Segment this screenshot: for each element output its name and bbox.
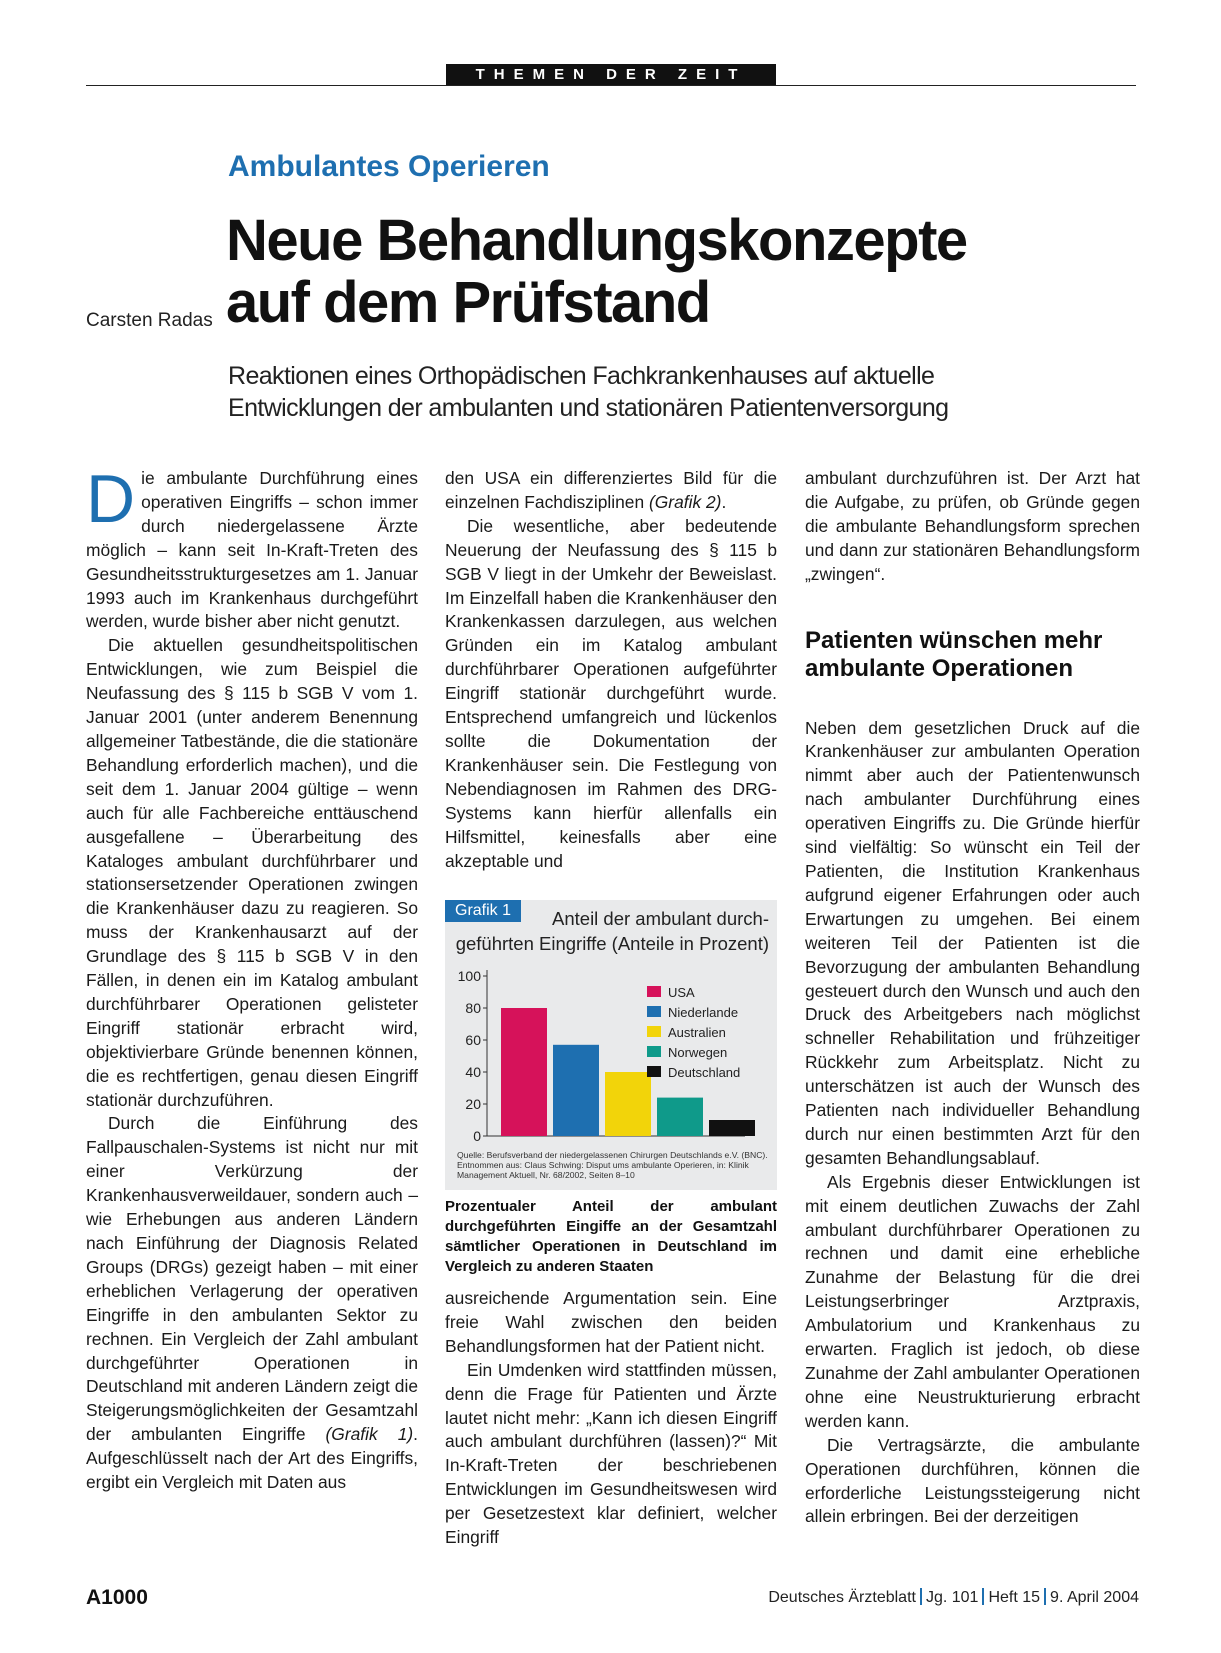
legend-swatch [647,1026,661,1037]
figure-grafik-1 [445,900,777,1190]
header-rule [86,85,1136,86]
bar-deutschland [709,1120,755,1136]
paragraph: Die aktuellen gesundheitspolitischen Entwicklungen, wie zum Beispiel die Neufassung des § 115 b SGB V vom 1. Januar 2001 (unter anderem Benennung allgemeiner Tatbestände, die die stationäre Behandlung erforderlich machen), und die seit dem 1. Januar 2004 gültige – wenn auch für alle Fachbereiche enttäuschend ausgefallene – Überarbeitung des Kataloges ambulant durchführbarer und stationsersetzender Operationen zwingen die Krankenhäuser dazu zu reagieren. So muss der Krankenhausarzt auf der Grundlage des § 115 b SGB V in den Fällen, in denen ein im Katalog ambulant durchführbarer Operationen gelisteter Eingriff stationär erbracht wird, objektivierbare Gründe benennen können, die es rechtfertigen, genau diesen Eingriff stationär durchzuführen. [86,635,418,1110]
paragraph: Als Ergebnis dieser Entwicklungen ist mit einem deutlichen Zuwachs der Zahl ambulant durchführbarer Operationen zu rechnen und damit eine erhebliche Zunahme der Belastung für die drei Leistungserbringer Arztpraxis, Ambulatorium und Krankenhaus zu erwarten. Fraglich ist jedoch, ob diese Zunahme der Zahl ambulanter Operationen ohne eine Neustrukturierung erbracht werden kann. [805,1171,1140,1431]
y-tick-label: 0 [473,1128,481,1144]
legend-label: Norwegen [668,1045,728,1060]
paragraph [86,461,418,634]
journal-date: 9. April 2004 [1050,1589,1139,1606]
article-headline [226,210,967,334]
subline-line-1: Reaktionen eines Orthopädischen Fachkrankenhauses auf aktuelle [228,362,935,390]
journal-volume: Jg. 101 [925,1589,979,1606]
paragraph: Die wesentliche, aber bedeutende Neuerung der Neufassung des § 115 b SGB V liegt in der Umkehr der Beweislast. Im Einzelfall haben die Krankenhäuser den Krankenkassen darzulegen, aus welchen Gründen ein im Katalog ambulant durchführbarer Operationen aufgeführter Eingriff stationär durchgeführt wurde. Entsprechend umfangreich und lückenlos sollte die Dokumentation der Krankenhäuser sein. Die Festlegung von Nebendiagnosen im Rahmen des DRG-Systems kann hierfür allenfalls ein Hilfsmittel, keinesfalls aber eine akzeptable und [445,515,777,871]
bar-australien [605,1072,651,1136]
figure-title-line-1: Anteil der ambulant durch- [552,908,769,929]
article-kicker: Ambulantes Operieren [228,150,550,183]
paragraph: Die Vertragsärzte, die ambulante Operationen durchführen, können die erforderliche Leistungssteigerung nicht allein erbringen. Bei der derzeitigen [805,1434,1140,1527]
figure-label: Grafik 1 [445,900,521,922]
figure-title [456,906,769,956]
legend-swatch [647,1046,661,1057]
footer-separator [920,1588,922,1605]
bar-niederlande [553,1045,599,1136]
paragraph: Neben dem gesetzlichen Druck auf die Krankenhäuser zur ambulanten Operation nimmt aber auch der Patientenwunsch nach ambulanter Durchführung eines operativen Eingriffs zu. Die Gründe hierfür sind vielfältig: So wünscht ein Teil der Patienten, die Institution Krankenhaus aufgrund eigener Erfahrungen oder auch Erwartungen zu umgehen. Bei einem weiteren Teil der Patienten ist die Bevorzugung der ambulanten Behandlung gesteuert durch den Wunsch und auch den Druck des Arbeitgebers nach möglichst schneller Rehabilitation und frühzeitiger Rückkehr zum Arbeitsplatz. Nicht zu unterschätzen ist auch der Wunsch des Patienten nach individueller Behandlung durch nur einen bestimmten Arzt für den gesamten Behandlungsablauf. [805,717,1140,1168]
text-column-1 [86,461,418,1495]
folio-number: 1000 [101,1586,148,1609]
text-column-2-bottom [445,1287,777,1550]
text-column-3 [805,467,1140,1529]
subline-line-2: Entwicklungen der ambulanten und stationären Patientenversorgung [228,394,949,422]
legend-swatch [647,986,661,997]
y-tick-label: 80 [465,1000,481,1016]
article-subline [228,360,948,424]
footer-separator [1044,1588,1046,1605]
bar-usa [501,1008,547,1136]
headline-line-2: auf dem Prüfstand [226,270,710,335]
journal-name: Deutsches Ärzteblatt [768,1589,916,1606]
figure-caption: Prozentualer Anteil der ambulant durchgeführten Eingiffe an der Gesamtzahl sämtlicher Operationen in Deutschland im Vergleich zu anderen Staaten [445,1198,777,1275]
legend-label: Niederlande [668,1005,739,1020]
page-number [86,1586,148,1610]
article-author: Carsten Radas [86,310,213,331]
figure-reference: (Grafik 1) [325,1424,414,1445]
figure-title-line-2: geführten Eingriffe (Anteile in Prozent) [455,933,769,954]
paragraph-text: . [721,491,727,512]
paragraph-text: . Aufgeschlüsselt nach der Art des Eingriffs, ergibt ein Vergleich mit Daten aus [86,1424,418,1493]
journal-footer [768,1588,1139,1607]
paragraph: ambulant durchzuführen ist. Der Arzt hat die Aufgabe, zu prüfen, ob Gründe gegen die ambulante Behandlungsform sprechen und dann zur stationären Behandlungsform „zwingen“. [805,468,1140,584]
paragraph-text: Durch die Einführung des Fallpauschalen-Systems ist nicht nur mit einer Verkürzung der Krankenhausverweildauer, sondern auch – wie Erhebungen aus anderen Ländern nach Einführung der Diagnosis Related Groups (DRGs) gezeigt haben – mit einer erheblichen Verlagerung der operativen Eingriffe in den ambulanten Sektor zu rechnen. Ein Vergleich der Zahl ambulant durchgeführter Operationen in Deutschland mit anderen Ländern zeigt die Steigerungsmöglichkeiten der Gesamtzahl der ambulanten Eingriffe [86,1113,418,1445]
legend-label: Australien [668,1025,726,1040]
paragraph-text: den USA ein differenziertes Bild für die einzelnen Fachdisziplinen [445,468,777,512]
folio-prefix: A [86,1586,102,1609]
legend-label: Deutschland [668,1065,741,1080]
legend-label: USA [668,985,695,1000]
journal-issue: Heft 15 [988,1589,1041,1606]
paragraph: ausreichende Argumentation sein. Eine freie Wahl zwischen den beiden Behandlungsformen hat der Patient nicht. [445,1288,777,1356]
legend-swatch [647,1066,661,1077]
section-subheading: Patienten wünschen mehr ambulante Operationen [805,626,1103,682]
drop-cap: D [86,461,136,537]
paragraph-text: ie ambulante Durchführung eines operativen Eingriffs – schon immer durch niedergelassene Ärzte möglich – kann seit In-Kraft-Treten des Gesundheitsstrukturgesetzes am 1. Januar 1993 auch im Krankenhaus durchgeführt werden, wurde bisher aber nicht genutzt. [86,468,418,632]
paragraph [86,1112,418,1495]
y-tick-label: 20 [465,1096,481,1112]
y-tick-label: 100 [457,968,481,984]
y-tick-label: 40 [465,1064,481,1080]
text-column-2-top [445,467,777,873]
figure-reference: (Grafik 2) [648,491,722,512]
section-rubric: THEMEN DER ZEIT [446,64,776,86]
legend-swatch [647,1006,661,1017]
headline-line-1: Neue Behandlungskonzepte [226,208,967,273]
paragraph [445,467,777,515]
figure-source: Quelle: Berufsverband der niedergelassenen Chirurgen Deutschlands e.V. (BNC). Entnommen aus: Claus Schwing: Disput ums ambulante Operieren, in: Klinik Management Aktuell, Nr. 68/2002, Seiten 8–10 [457,1150,768,1180]
bar-norwegen [657,1098,703,1136]
footer-separator [982,1588,984,1605]
paragraph: Ein Umdenken wird stattfinden müssen, denn die Frage für Patienten und Ärzte lautet nicht mehr: „Kann ich diesen Eingriff auch ambulant durchführen (lassen)?“ Mit In-Kraft-Treten der beschriebenen Entwicklungen im Gesundheitswesen wird per Gesetzestext klar definiert, welcher Eingriff [445,1359,777,1548]
y-tick-label: 60 [465,1032,481,1048]
